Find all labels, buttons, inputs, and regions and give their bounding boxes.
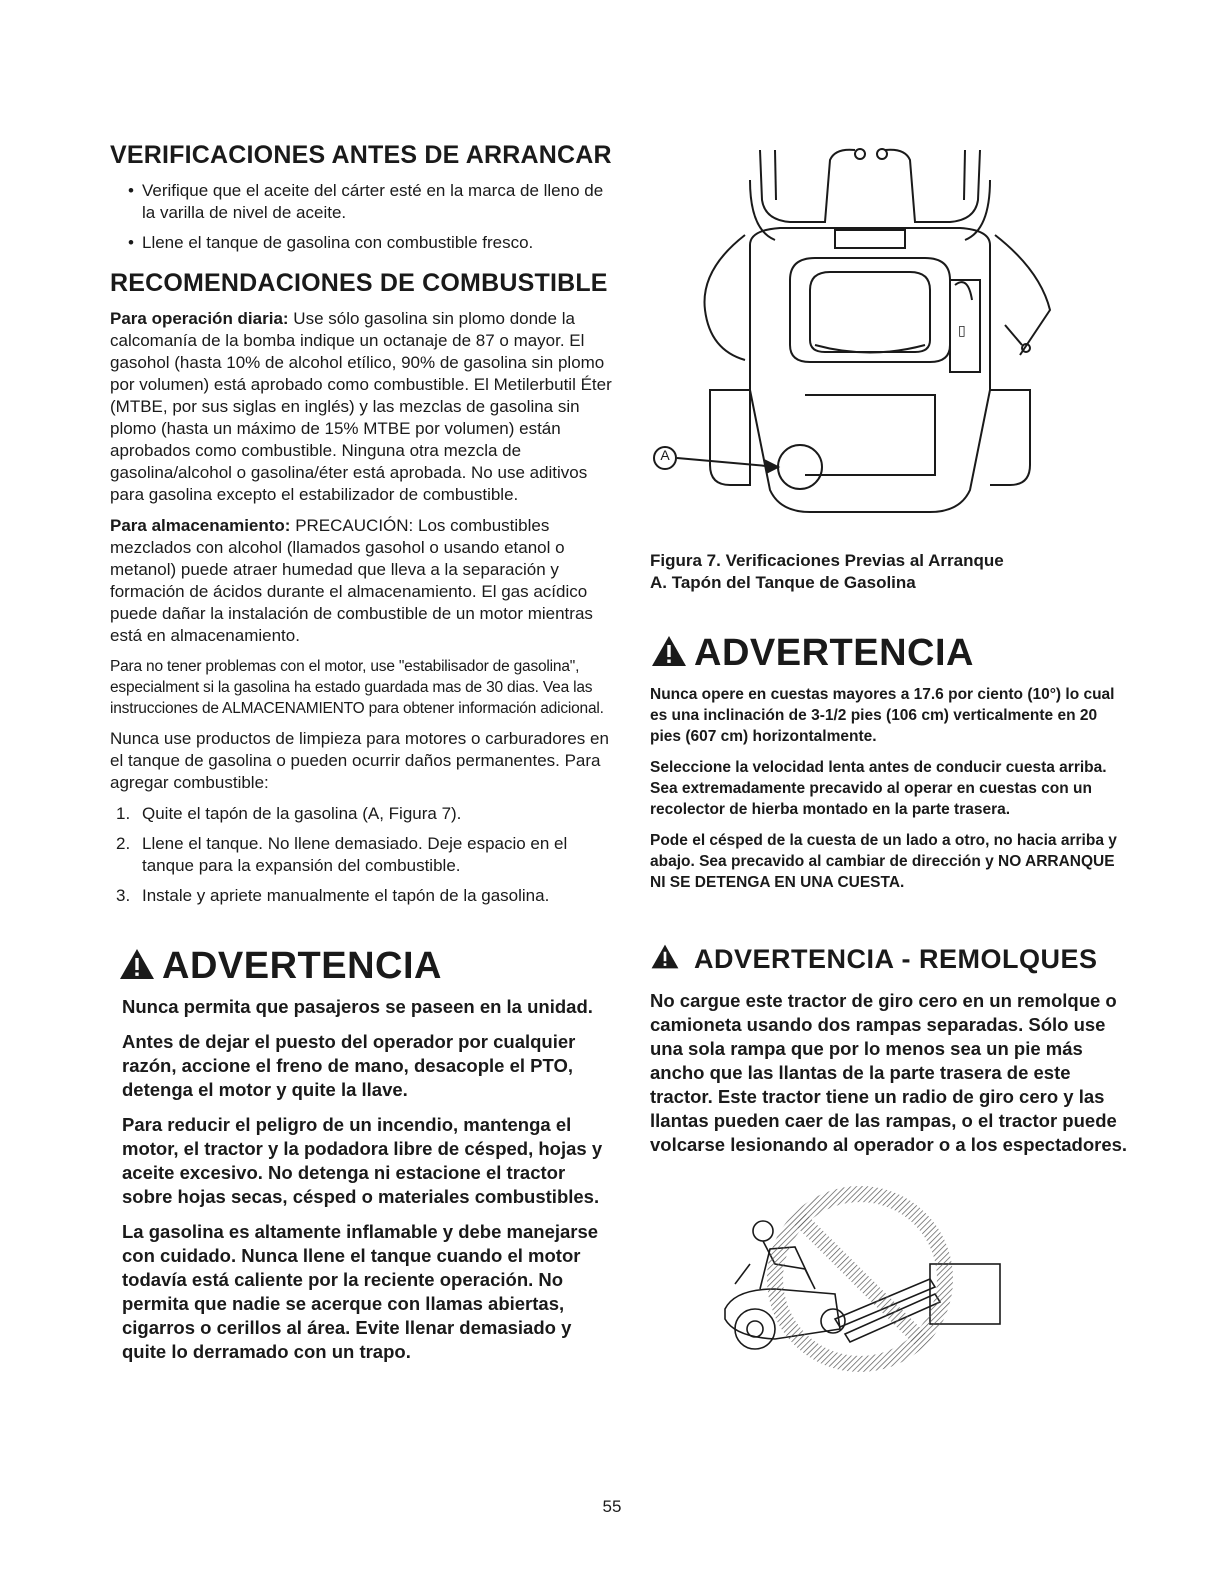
no-dual-ramp-illustration	[715, 1169, 1015, 1374]
warning-body	[110, 995, 615, 1364]
list-item: • Llene el tanque de gasolina con combustible fresco.	[110, 232, 615, 254]
figure-caption-title: Figura 7. Verificaciones Previas al Arranque	[650, 551, 1004, 570]
stabilizer-paragraph: Para no tener problemas con el motor, use "estabilisador de gasolina", especialment si la gasolina ha estado guardada mas de 30 dias. Vea las instrucciones de ALMACENAMIENTO para obtener información adicional.	[110, 658, 604, 717]
warning-triangle-icon	[118, 947, 156, 986]
daily-operation-label: Para operación diaria:	[110, 309, 289, 328]
figure-mower-top-view	[650, 140, 1070, 530]
slope-warning-heading	[650, 632, 1130, 674]
step-number: 3.	[116, 886, 131, 905]
storage-label: Para almacenamiento:	[110, 516, 291, 535]
list-item: • Verifique que el aceite del cárter esté en la marca de lleno de la varilla de nivel de aceite.	[110, 180, 615, 224]
step-text: Quite el tapón de la gasolina (A, Figura 7).	[142, 804, 462, 823]
storage-paragraph	[110, 515, 615, 647]
slope-warning-body	[650, 684, 1130, 893]
warning-triangle-icon	[650, 943, 680, 975]
svg-text:▯: ▯	[958, 323, 966, 339]
trailer-warning-heading	[650, 943, 1130, 975]
warning-paragraph: Para reducir el peligro de un incendio, mantenga el motor, el tractor y la podadora libre de césped, hojas y aceite excesivo. No detenga ni estacione el tractor sobre hojas secas, césped o materiales combustibles.	[122, 1114, 603, 1207]
right-column	[650, 140, 1130, 1374]
warning-heading	[118, 945, 615, 987]
warning-triangle-icon	[650, 634, 688, 673]
warning-paragraph: Nunca opere en cuestas mayores a 17.6 por ciento (10°) lo cual es una inclinación de 3-1/2 pies (106 cm) verticalmente en 20 pies (607 cm) horizontalmente.	[650, 686, 1115, 745]
daily-operation-text: Use sólo gasolina sin plomo donde la calcomanía de la bomba indique un octanaje de 87 o mayor. El gasohol (hasta 10% de alcohol etílico, 90% de gasolina sin plomo por volumen) está aprobado como combustible. El Metilerbutil Éter (MTBE, por sus siglas en inglés) y las mezclas de gasolina sin plomo (hasta un máximo de 15% MTBE por volumen) están aprobados como combustible. Ninguna otra mezcla de gasolina/alcohol o gasolina/éter está aprobada. No use aditivos para gasolina excepto el estabilizador de combustible.	[110, 309, 612, 504]
daily-operation-paragraph	[110, 308, 615, 506]
cleaners-paragraph: Nunca use productos de limpieza para motores o carburadores en el tanque de gasolina o pueden ocurrir daños permanentes. Para agregar combustible:	[110, 729, 609, 792]
step-text: Instale y apriete manualmente el tapón de la gasolina.	[142, 886, 550, 905]
list-item	[110, 803, 615, 825]
figure-caption	[650, 550, 1130, 594]
step-text: Llene el tanque. No llene demasiado. Deje espacio en el tanque para la expansión del combustible.	[142, 834, 568, 875]
storage-text: PRECAUCIÓN: Los combustibles mezclados con alcohol (llamados gasohol o usando etanol o metanol) puede atraer humedad que lleva a la separación y formación de ácidos durante el almacenamiento. El gas acídico puede dañar la instalación de combustible de un motor mientras está en almacenamiento.	[110, 516, 593, 645]
trailer-warning-title: ADVERTENCIA - REMOLQUES	[694, 944, 1098, 974]
pre-start-checks-list	[110, 180, 615, 254]
page-number: 55	[602, 1497, 622, 1516]
refuel-steps-list	[110, 803, 615, 907]
warning-paragraph: La gasolina es altamente inflamable y debe manejarse con cuidado. Nunca llene el tanque cuando el motor todavía está caliente por la reciente operación. No permita que nadie se acerque con llamas abiertas, cigarros o cerillos al área. Evite llenar demasiado y quite lo derramado con un trapo.	[122, 1221, 599, 1362]
warning-paragraph: Pode el césped de la cuesta de un lado a otro, no hacia arriba y abajo. Sea precavido al cambiar de dirección y NO ARRANQUE NI SE DETENGA EN UNA CUESTA.	[650, 832, 1117, 891]
warning-paragraph: Nunca permita que pasajeros se paseen en la unidad.	[122, 996, 593, 1017]
warning-title: ADVERTENCIA	[162, 945, 442, 987]
figure-caption-item: A. Tapón del Tanque de Gasolina	[650, 573, 916, 592]
left-column	[110, 140, 615, 1375]
warning-paragraph: Seleccione la velocidad lenta antes de conducir cuesta arriba. Sea extremadamente precavido al operar en cuestas con un recolector de hierba montado en la parte trasera.	[650, 759, 1107, 818]
figure-callout-label: A	[660, 447, 670, 463]
heading-fuel-recommendations: RECOMENDACIONES DE COMBUSTIBLE	[110, 269, 608, 297]
step-number: 2.	[116, 834, 131, 853]
trailer-warning-text: No cargue este tractor de giro cero en un remolque o camioneta usando dos rampas separadas. Sólo use una sola rampa que por lo menos sea un pie más ancho que las llantas de la parte trasera de este tractor. Este tractor tiene un radio de giro cero y las llantas pueden caer de las rampas, o el tractor puede volcarse lesionando al operador o a los espectadores.	[650, 990, 1128, 1155]
warning-paragraph: Antes de dejar el puesto del operador por cualquier razón, accione el freno de mano, desacople el PTO, detenga el motor y quite la llave.	[122, 1031, 576, 1100]
list-item	[110, 833, 615, 877]
slope-warning-title: ADVERTENCIA	[694, 632, 974, 674]
list-item	[110, 885, 615, 907]
heading-pre-start-checks: VERIFICACIONES ANTES DE ARRANCAR	[110, 141, 612, 169]
step-number: 1.	[116, 804, 131, 823]
